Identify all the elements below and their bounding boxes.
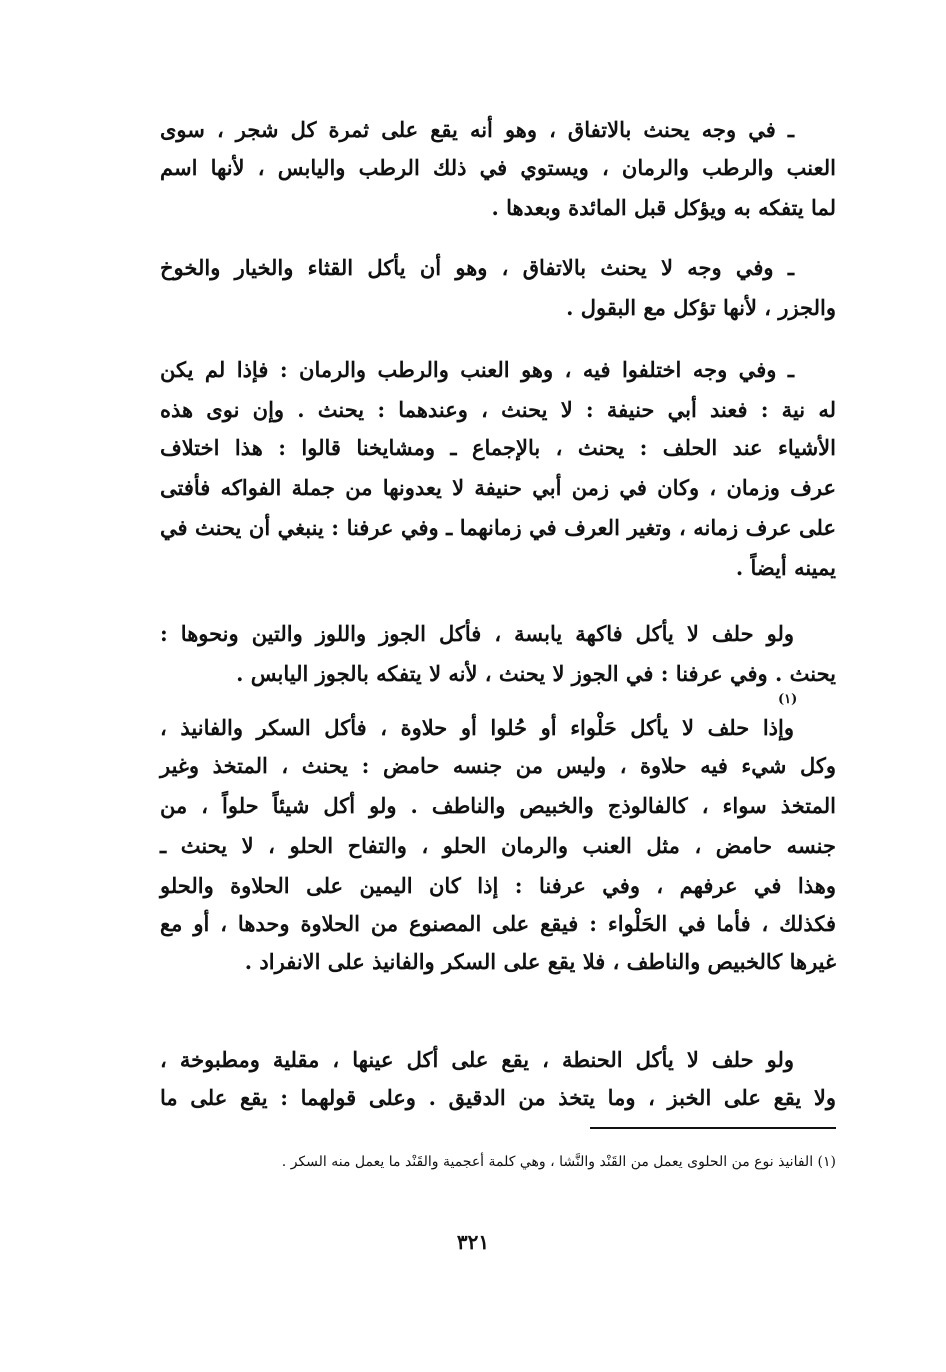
footnote-divider	[590, 1127, 836, 1129]
text-line: ـ وفي وجه لا يحنث بالاتفاق ، وهو أن يأكل القثاء والخيار والخوخ	[160, 255, 794, 280]
text-line: يحنث . وفي عرفنا : في الجوز لا يحنث ، لأنه لا يتفكه بالجوز اليابس .	[236, 661, 836, 686]
page-number: ٣٢١	[456, 1230, 490, 1254]
text-line: ـ وفي وجه اختلفوا فيه ، وهو العنب والرطب والرمان : فإذا لم يكن	[160, 357, 794, 382]
text-line: ولو حلف لا يأكل فاكهة يابسة ، فأكل الجوز واللوز والتين ونحوها :	[160, 621, 794, 646]
text-line: المتخذ سواء ، كالفالوذج والخبيص والناطف . ولو أكل شيئاً حلواً ، من	[160, 793, 836, 818]
text-line: وكل شيء فيه حلاوة ، وليس من جنسه حامض : يحنث ، المتخذ وغير	[160, 753, 836, 778]
text-line: له نية : فعند أبي حنيفة : لا يحنث ، وعندهما : يحنث . وإن نوى هذه	[160, 397, 836, 422]
text-line: لما يتفكه به ويؤكل قبل المائدة وبعدها .	[491, 195, 836, 220]
text-line: العنب والرطب والرمان ، ويستوي في ذلك الرطب واليابس ، لأنها اسم	[160, 155, 836, 180]
text-line: غيرها كالخبيص والناطف ، فلا يقع على السكر والفانيذ على الانفراد .	[244, 949, 836, 974]
text-line: جنسه حامض ، مثل العنب والرمان الحلو ، والتفاح الحلو ، لا يحنث ـ	[160, 833, 836, 858]
footnote-marker: (١)	[778, 692, 798, 707]
text-line: ـ في وجه يحنث بالاتفاق ، وهو أنه يقع على ثمرة كل شجر ، سوى	[160, 117, 794, 142]
text-line: وإذا حلف لا يأكل حَلْواء أو حُلوا أو حلاوة ، فأكل السكر والفانيذ ،	[160, 715, 794, 740]
text-line: عرف وزمان ، وكان في زمن أبي حنيفة لا يعدونها من جملة الفواكه فأفتى	[160, 475, 836, 500]
text-line: على عرف زمانه ، وتغير العرف في زمانهما ـ وفي عرفنا : ينبغي أن يحنث في	[160, 515, 836, 540]
text-line: والجزر ، لأنها تؤكل مع البقول .	[566, 295, 836, 320]
text-line: وهذا في عرفهم ، وفي عرفنا : إذا كان اليمين على الحلاوة والحلو	[160, 873, 836, 898]
text-line: يمينه أيضاً .	[735, 555, 836, 580]
footnote: (١) الفانيذ نوع من الحلوى يعمل من القَنْد والنَّشا ، وهي كلمة أعجمية والقَنْد ما يعمل منه السكر .	[281, 1154, 836, 1170]
text-line: فكذلك ، فأما في الحَلْواء : فيقع على المصنوع من الحلاوة وحدها ، أو مع	[160, 911, 836, 936]
text-line: الأشياء عند الحلف : يحنث ، بالإجماع ـ ومشايخنا قالوا : هذا اختلاف	[160, 435, 836, 460]
text-line: ولا يقع على الخبز ، وما يتخذ من الدقيق . وعلى قولهما : يقع على ما	[160, 1085, 836, 1110]
text-line: ولو حلف لا يأكل الحنطة ، يقع على أكل عينها ، مقلية ومطبوخة ،	[160, 1047, 794, 1072]
